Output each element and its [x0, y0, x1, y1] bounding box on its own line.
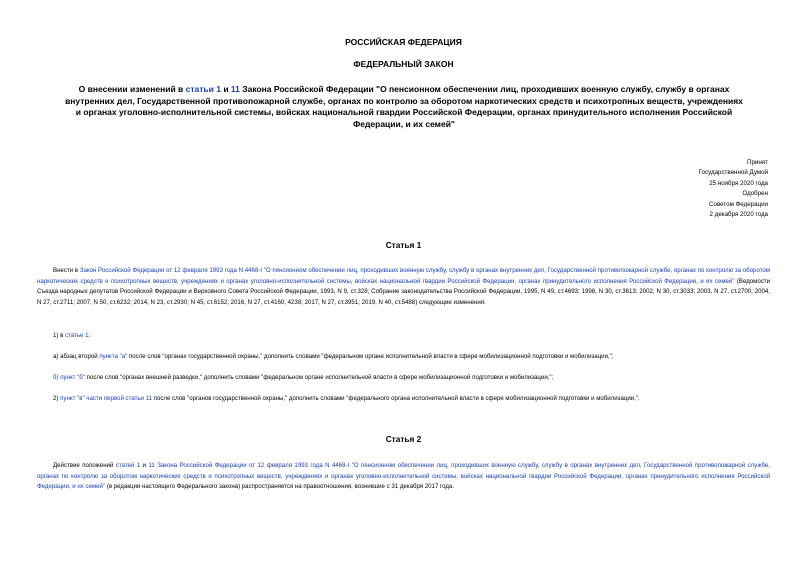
article-11-link[interactable]: 11 [230, 84, 240, 94]
title-text: и [220, 84, 231, 94]
adopted-date: 25 ноября 2020 года [709, 179, 768, 187]
item-text: после слов "органов государственной охраны," дополнить словами "федерального органа исполнительной власти в сфере мобилизационной подготовки и мобилизации,". [151, 395, 640, 402]
article-2-heading: Статья 2 [385, 434, 422, 444]
article-1-link[interactable]: статьи 1 [185, 84, 221, 94]
article-1-link[interactable]: статей 1 [115, 462, 141, 469]
paragraph-b-link[interactable]: б) пункт "б" [53, 374, 85, 381]
item-text: после слов "органах государственной охраны," дополнить словами "федеральном органе исполнительной власти в сфере мобилизационной подготовки и мобилизации,"; [127, 353, 614, 360]
item-1 [53, 331, 783, 341]
item-text: 1) в [53, 332, 66, 339]
article-1-heading: Статья 1 [385, 240, 422, 250]
law-type-heading: ФЕДЕРАЛЬНЫЙ ЗАКОН [353, 59, 454, 69]
approved-by: Советом Федерации [709, 200, 768, 208]
article-1-intro [37, 266, 770, 308]
item-a [53, 352, 783, 362]
title-text: Закона Российской Федерации "О пенсионном обеспечении лиц, проходивших военную службу, службу в органах внутренних дел, Государственной противопожарной службе, органах по контролю за оборотом наркотических средств и психотропных веществ, учреждениях и органах уголовно-исполнительной системы, войсках национальной гвардии Российской Федерации, органах принудительного исполнения Российской Федерации, и их семей" [65, 84, 743, 130]
intro-text: Внести в [53, 267, 80, 274]
country-heading: РОССИЙСКАЯ ФЕДЕРАЦИЯ [345, 37, 462, 47]
intro-text: (Ведомости Съезда народных депутатов Российской Федерации и Верховного Совета Российской Федерации, 1993, N 9, ст.328; Собрание законодательства Российской Федерации, 1995, N 49, ст.4693; 1998, N 30, ст.3613; 2002, N 30, ст.3033; 2003, N 27, ст.2700; 2004, N 27, ст.2711; 2007, N 50, ст.6232; 2014, N 23, ст.2930; N 45, ст.6152; 2016, N 27, ст.4160, 4238; 2017, N 27, ст.3951; 2019, N 40, ст.5488) следующие изменения: [37, 277, 770, 306]
item-text: а) абзац второй [53, 353, 100, 360]
approved-date: 2 декабря 2020 года [709, 211, 768, 219]
item-b [53, 373, 783, 383]
article-2-text [37, 461, 770, 493]
article-2-body: и [140, 462, 149, 469]
approved-label: Одобрен [742, 190, 768, 198]
article-1-link[interactable]: статье 1 [65, 332, 89, 339]
article-2-body: Действие положений [53, 462, 116, 469]
item-text: 2) [53, 395, 61, 402]
title-text: О внесении изменений в [78, 84, 186, 94]
adopted-label: Принят [747, 159, 768, 166]
adoption-block [568, 158, 768, 220]
law-title [62, 84, 746, 131]
article-11-paragraph-link[interactable]: пункт "в" части первой статьи 11 [60, 395, 152, 402]
law-link[interactable]: Закон Российской Федерации от 12 февраля 1993 года N 4468-I "О пенсионном обеспечении лиц, проходивших военную службу, службу в органах внутренних дел, Государственной противопожарной службе, органах по контролю за оборотом наркотических средств и психотропных веществ, учреждениях и органах уголовно-исполнительной системы, войсках национальной гвардии Российской Федерации, органах принудительного исполнения Российской Федерации, и их семей" [37, 267, 770, 285]
adopted-by: Государственной Думой [698, 169, 768, 177]
law-link[interactable]: 11 Закона Российской Федерации от 12 февраля 1993 года N 4468-I "О пенсионном обеспечении лиц, проходивших военную службу, службу в органах внутренних дел, Государственной противопожарной службе, органах по контролю за оборотом наркотических средств и психотропных веществ, учреждениях и органах уголовно-исполнительной системы, войсках национальной гвардии Российской Федерации, органах принудительного исполнения Российской Федерации, и их семей" [37, 462, 770, 491]
item-text: после слов "органах внешней разведки," дополнить словами "федеральном органе исполнительной власти в сфере мобилизационной подготовки и мобилизации,"; [84, 374, 554, 381]
article-2-body: (в редакции настоящего Федерального закона) распространяется на правоотношения, возникшие с 31 декабря 2017 года. [105, 483, 455, 491]
paragraph-a-link[interactable]: пункта "а" [99, 353, 128, 360]
item-2 [53, 394, 783, 404]
item-text: : [88, 332, 91, 339]
